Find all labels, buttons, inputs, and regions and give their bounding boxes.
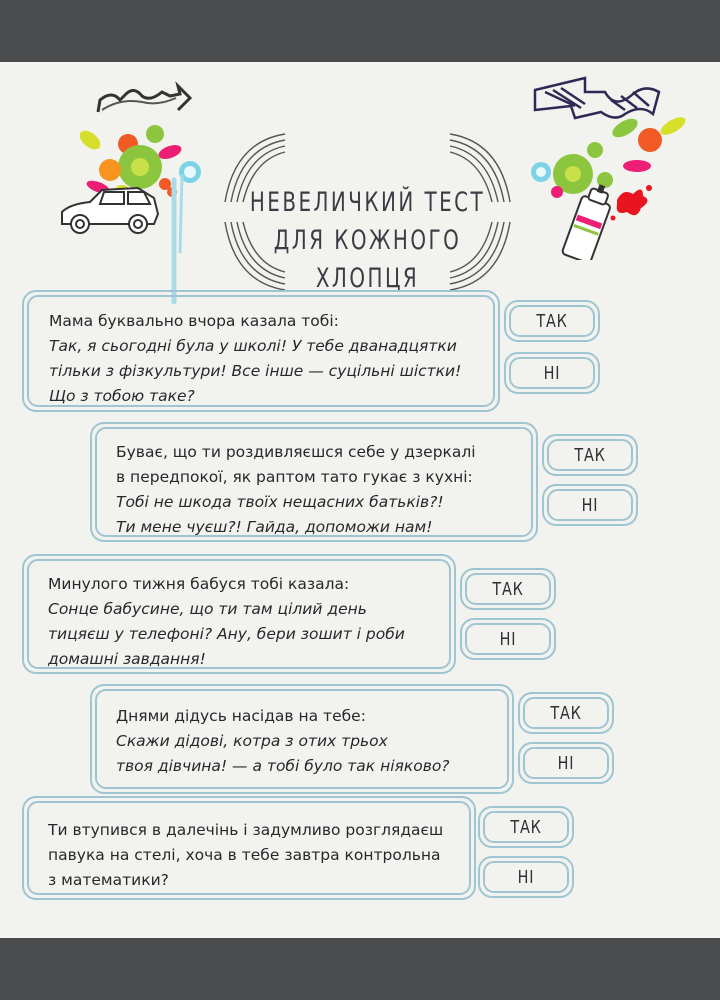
question-quote: Скажи дідові, котра з отих трьох [116, 732, 388, 750]
answer-yes-label: ТАК [492, 579, 524, 600]
question-card-1 [22, 290, 500, 412]
answer-yes-button-2[interactable] [542, 434, 638, 476]
question-text [116, 704, 450, 779]
answer-no-label: НІ [557, 753, 575, 774]
title-line-2: ДЛЯ КОЖНОГО ХЛОПЦЯ [273, 225, 462, 294]
decor-left [50, 72, 225, 312]
answer-yes-button-3[interactable] [460, 568, 556, 610]
question-intro: Буває, що ти роздивляєшся себе у дзеркалі [116, 443, 476, 461]
question-text [116, 440, 476, 540]
question-intro: з математики? [48, 871, 169, 889]
question-intro: Днями дідусь насідав на тебе: [116, 707, 366, 725]
title-line-1: НЕВЕЛИЧКИЙ ТЕСТ [249, 187, 486, 218]
answer-no-button-3[interactable] [460, 618, 556, 660]
title-block [215, 112, 520, 312]
answer-no-label: НІ [499, 629, 517, 650]
answer-yes-label: ТАК [510, 817, 542, 838]
question-text [49, 309, 461, 409]
question-card-4 [90, 684, 514, 794]
answer-no-button-4[interactable] [518, 742, 614, 784]
answer-no-button-1[interactable] [504, 352, 600, 394]
answer-no-button-2[interactable] [542, 484, 638, 526]
answer-no-button-5[interactable] [478, 856, 574, 898]
decor-right [525, 70, 705, 260]
question-card-3 [22, 554, 456, 674]
scribble-fill [102, 98, 176, 110]
answer-yes-button-5[interactable] [478, 806, 574, 848]
question-quote: Сонце бабусине, що ти там цілий день [48, 600, 367, 618]
answer-yes-label: ТАК [536, 311, 568, 332]
car-icon [62, 188, 158, 233]
scribble-zigzag [535, 78, 659, 118]
question-quote: твоя дівчина! — а тобі було так ніяково? [116, 757, 450, 775]
answer-no-label: НІ [581, 495, 599, 516]
question-quote: Тобі не шкода твоїх нещасних батьків?! [116, 493, 444, 511]
question-text [48, 572, 405, 672]
paint-splash [617, 189, 648, 215]
question-text [48, 818, 443, 893]
answer-yes-label: ТАК [574, 445, 606, 466]
question-quote: Що з тобою таке? [49, 387, 195, 405]
question-quote: тільки з фізкультури! Все інше — суцільні шістки! [49, 362, 462, 380]
question-quote: Так, я сьогодні була у школі! У тебе дванадцятки [49, 337, 457, 355]
answer-yes-label: ТАК [550, 703, 582, 724]
question-quote: тицяєш у телефоні? Ану, бери зошит і роби [48, 625, 405, 643]
question-card-2 [90, 422, 538, 542]
answer-yes-button-4[interactable] [518, 692, 614, 734]
answer-yes-button-1[interactable] [504, 300, 600, 342]
question-intro: Минулого тижня бабуся тобі казала: [48, 575, 350, 593]
question-quote: Ти мене чуєш?! Гайда, допоможи нам! [116, 518, 433, 536]
question-intro: павука на стелі, хоча в тебе завтра контрольна [48, 846, 441, 864]
question-intro: Ти втупився в далечінь і задумливо розглядаєш [48, 821, 444, 839]
question-intro: Мама буквально вчора казала тобі: [49, 312, 339, 330]
answer-no-label: НІ [543, 363, 561, 384]
answer-no-label: НІ [517, 867, 535, 888]
question-intro: в передпокої, як раптом тато гукає з кухні: [116, 468, 473, 486]
book-page [0, 62, 720, 938]
page-title [215, 184, 520, 298]
question-card-5 [22, 796, 476, 900]
question-quote: домашні завдання! [48, 650, 206, 668]
